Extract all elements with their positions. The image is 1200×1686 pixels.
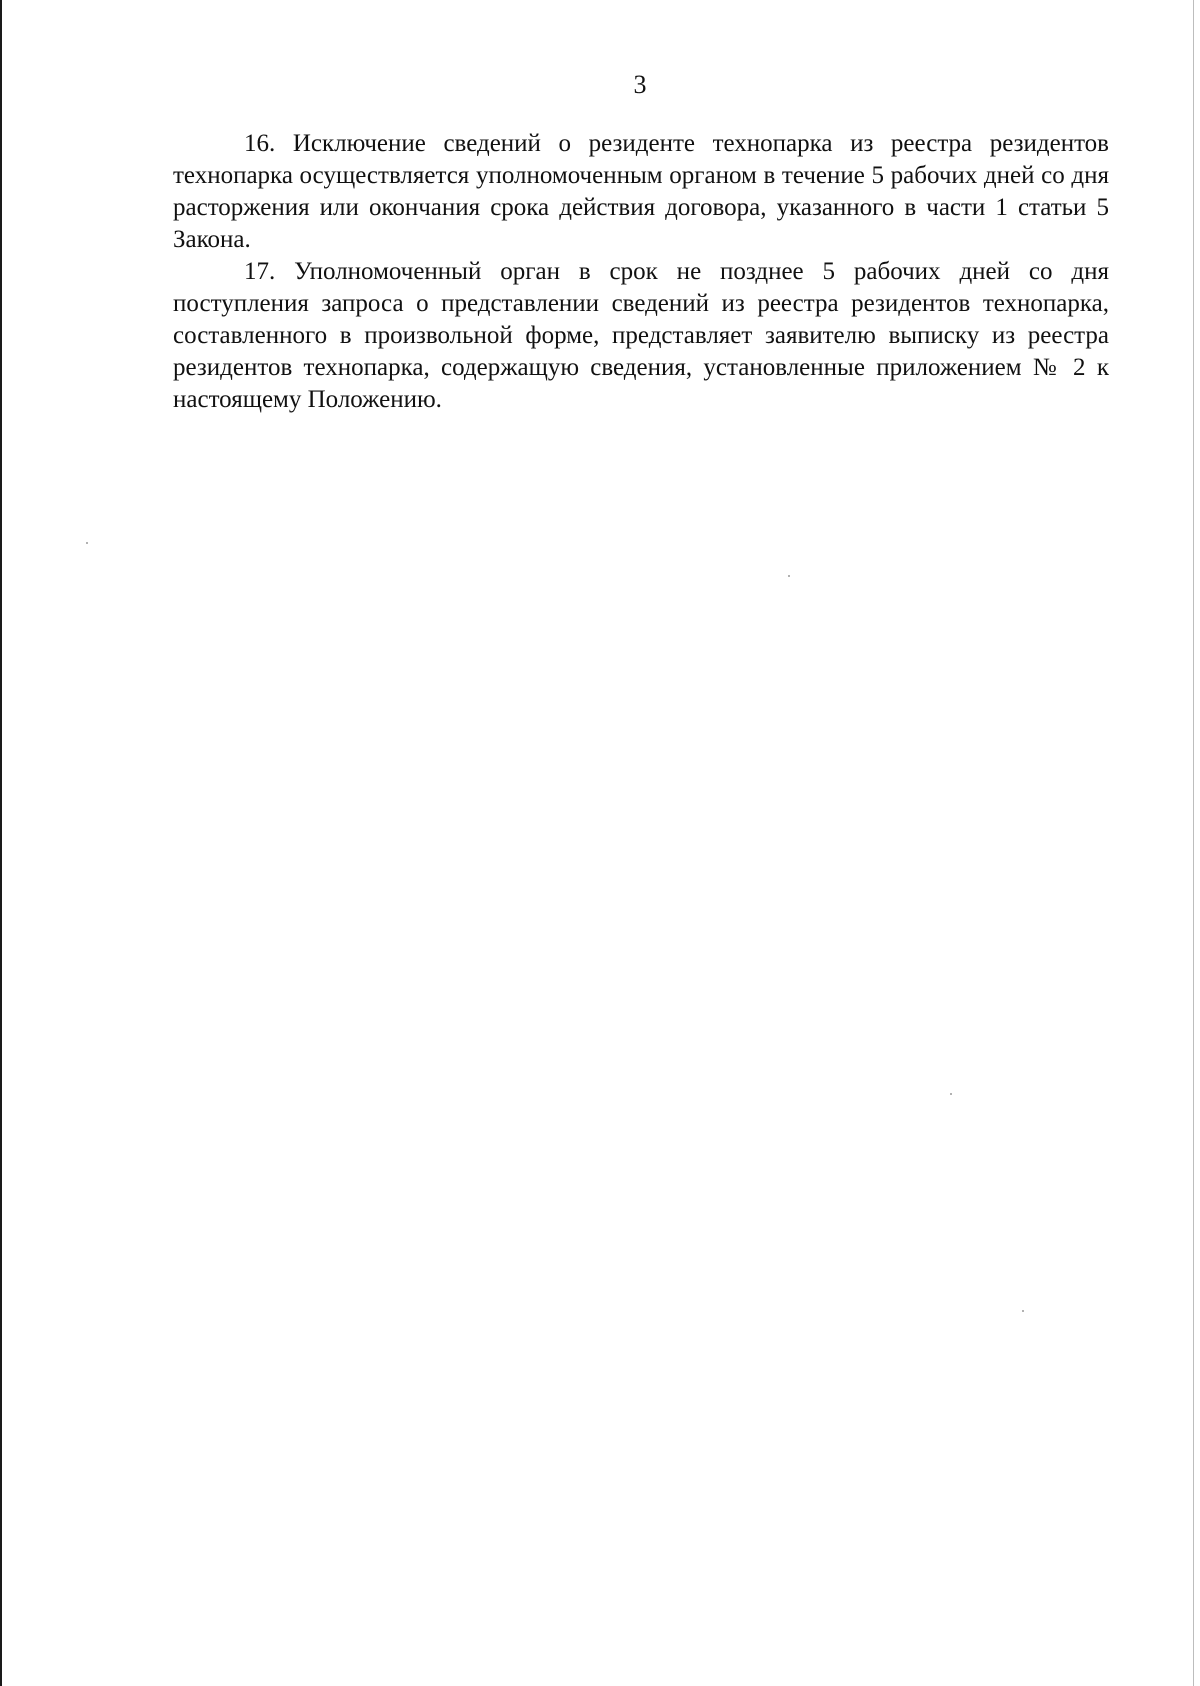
page-number: 3 bbox=[633, 70, 647, 99]
scan-edge-right bbox=[1193, 0, 1194, 1686]
paragraph-16: 16. Исключение сведений о резиденте технопарка из реестра резидентов технопарка осуществляется уполномоченным органом в течение 5 рабочих дней со дня расторжения или окончания срока действия договора, указанного в части 1 статьи 5 Закона. bbox=[173, 130, 1109, 253]
scan-speck bbox=[86, 542, 88, 544]
scan-speck bbox=[1022, 1310, 1024, 1312]
scan-speck bbox=[788, 575, 790, 577]
paragraph-17: 17. Уполномоченный орган в срок не позднее 5 рабочих дней со дня поступления запроса о представлении сведений из реестра резидентов технопарка, составленного в произвольной форме, представляет заявителю выписку из реестра резидентов технопарка, содержащую сведения, установленные приложением № 2 к настоящему Положению. bbox=[173, 258, 1109, 413]
document-body bbox=[173, 128, 1109, 416]
scan-edge-left bbox=[0, 0, 2, 1686]
scan-speck bbox=[950, 1093, 952, 1095]
